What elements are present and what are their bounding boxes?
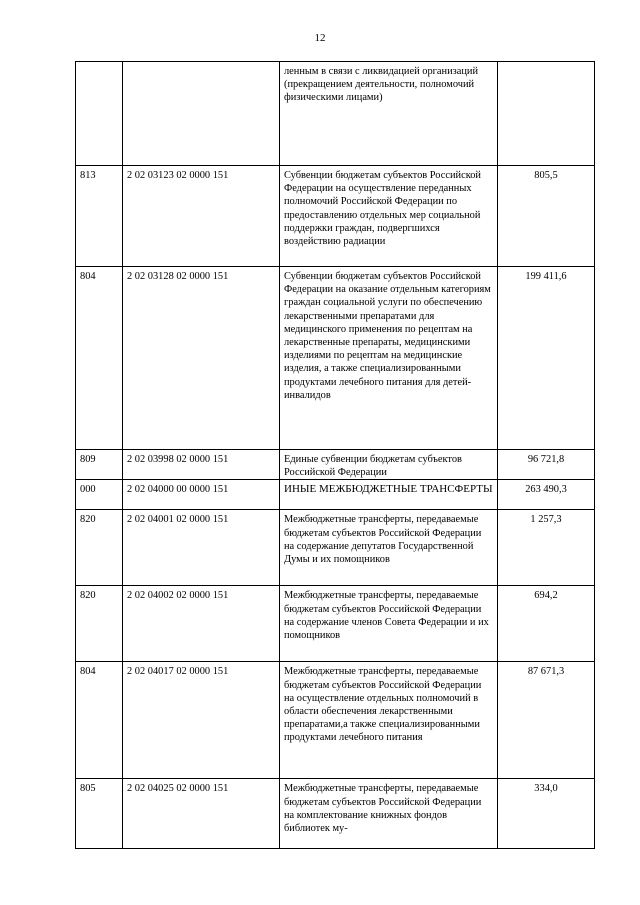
amount-cell: 694,2: [498, 586, 595, 662]
budget-classification-code-cell: 2 02 03123 02 0000 151: [123, 166, 280, 267]
amount-cell: 96 721,8: [498, 450, 595, 480]
revenue-name-cell: Межбюджетные трансферты, передаваемые бюджетам субъектов Российской Федерации на содержание депутатов Государственной Думы и их помощников: [280, 510, 498, 586]
budget-classification-code-cell: 2 02 04017 02 0000 151: [123, 662, 280, 779]
administrator-code-cell: 805: [76, 779, 123, 849]
table-row: [76, 779, 595, 849]
revenue-name-cell: Межбюджетные трансферты, передаваемые бюджетам субъектов Российской Федерации на комплектование книжных фондов библиотек му-: [280, 779, 498, 849]
budget-classification-code-cell: 2 02 03998 02 0000 151: [123, 450, 280, 480]
table-row: [76, 510, 595, 586]
revenue-name-cell: Субвенции бюджетам субъектов Российской Федерации на оказание отдельным категориям граждан социальной услуги по обеспечению лекарственными препаратами для медицинского применения по рецептам на лекарственные препараты, медицинскими изделиями по рецептам на медицинские изделия, а также специализированными продуктами лечебного питания для детей-инвалидов: [280, 267, 498, 450]
amount-cell: 87 671,3: [498, 662, 595, 779]
administrator-code-cell: [76, 62, 123, 166]
administrator-code-cell: 804: [76, 662, 123, 779]
revenue-name-cell: Межбюджетные трансферты, передаваемые бюджетам субъектов Российской Федерации на содержание членов Совета Федерации и их помощников: [280, 586, 498, 662]
page-number: 12: [314, 32, 326, 44]
administrator-code-cell: 804: [76, 267, 123, 450]
administrator-code-cell: 820: [76, 510, 123, 586]
budget-revenue-table: [75, 61, 595, 849]
revenue-name-cell: Межбюджетные трансферты, передаваемые бюджетам субъектов Российской Федерации на осуществление отдельных полномочий в области обеспечения лекарственными препаратами,а также специализированными продуктами лечебного питания: [280, 662, 498, 779]
table-row: [76, 586, 595, 662]
table-row: [76, 267, 595, 450]
amount-cell: 805,5: [498, 166, 595, 267]
table-body: [76, 62, 595, 849]
administrator-code-cell: 813: [76, 166, 123, 267]
amount-cell: 334,0: [498, 779, 595, 849]
budget-classification-code-cell: 2 02 04000 00 0000 151: [123, 480, 280, 510]
budget-classification-code-cell: 2 02 03128 02 0000 151: [123, 267, 280, 450]
revenue-name-cell: Единые субвенции бюджетам субъектов Российской Федерации: [280, 450, 498, 480]
budget-classification-code-cell: [123, 62, 280, 166]
revenue-name-cell: Субвенции бюджетам субъектов Российской Федерации на осуществление переданных полномочий Российской Федерации по предоставлению отдельных мер социальной поддержки граждан, подвергшихся воздействию радиации: [280, 166, 498, 267]
amount-cell: [498, 62, 595, 166]
administrator-code-cell: 000: [76, 480, 123, 510]
table-row: [76, 166, 595, 267]
amount-cell: 199 411,6: [498, 267, 595, 450]
administrator-code-cell: 820: [76, 586, 123, 662]
budget-classification-code-cell: 2 02 04001 02 0000 151: [123, 510, 280, 586]
budget-classification-code-cell: 2 02 04025 02 0000 151: [123, 779, 280, 849]
budget-classification-code-cell: 2 02 04002 02 0000 151: [123, 586, 280, 662]
revenue-name-cell: ленным в связи с ликвидацией организаций (прекращением деятельности, полномочий физическими лицами): [280, 62, 498, 166]
amount-cell: 1 257,3: [498, 510, 595, 586]
table-row: [76, 480, 595, 510]
revenue-name-cell: ИНЫЕ МЕЖБЮДЖЕТНЫЕ ТРАНСФЕРТЫ: [280, 480, 498, 510]
table-row: [76, 662, 595, 779]
administrator-code-cell: 809: [76, 450, 123, 480]
table-row: [76, 450, 595, 480]
table-row: [76, 62, 595, 166]
amount-cell: 263 490,3: [498, 480, 595, 510]
